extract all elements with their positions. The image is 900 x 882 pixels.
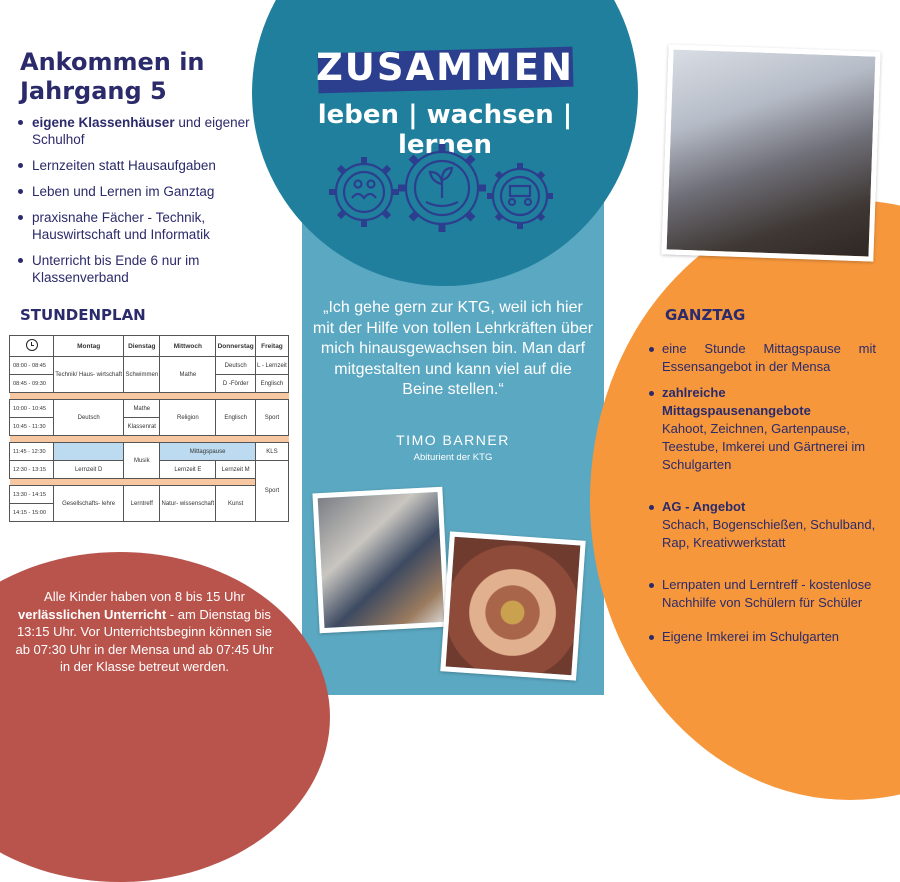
break-row	[10, 393, 289, 400]
ganztag-item-bold: AG - Angebot	[662, 499, 746, 514]
lesson-cell: Lernzeit E	[160, 461, 216, 479]
intro-title: Ankommen in Jahrgang 5	[20, 48, 205, 105]
lesson-cell: Englisch	[216, 400, 255, 436]
page-subtitle: leben | wachsen | lernen	[317, 100, 573, 160]
ganztag-item	[648, 628, 876, 646]
break-row	[10, 479, 256, 486]
lesson-cell: Religion	[160, 400, 216, 436]
ganztag-item	[648, 340, 876, 376]
lesson-cell: Kunst	[216, 486, 255, 522]
ganztag-item	[648, 384, 876, 474]
testimonial-quote: „Ich gehe gern zur KTG, weil ich hier mit der Hilfe von tollen Lehrkräften über mich hinausgewachsen bin. Man darf mitgestalten und kann viel auf die Beine stellen.“	[312, 299, 594, 398]
time-header	[10, 336, 54, 357]
quote-author: TIMO BARNER	[396, 432, 510, 448]
time-slot: 12:30 - 13:15	[10, 461, 54, 479]
day-header: Freitag	[255, 336, 288, 357]
lesson-cell: L - Lernzeit	[255, 357, 288, 375]
quote-author-role: Abiturient der KTG	[413, 452, 493, 463]
lesson-cell: Musik	[124, 443, 160, 479]
ganztag-list	[648, 340, 876, 646]
lesson-cell: Sport	[255, 400, 288, 436]
gear-plant-icon	[398, 144, 486, 232]
ganztag-item	[648, 576, 876, 612]
ganztag-item-text: Lernpaten und Lerntreff - kostenlose Nachhilfe von Schülern für Schüler	[662, 577, 872, 610]
care-note-text: - am Dienstag bis 13:15 Uhr. Vor Unterrichtsbeginn können sie ab 07:30 Uhr in der Mensa und ab 07:45 Uhr in der Klasse betreut werden.	[15, 606, 274, 674]
gear-people-icon	[329, 157, 399, 227]
time-slot: 11:45 - 12:30	[10, 443, 54, 461]
intro-item-text: Unterricht bis Ende 6 nur im Klassenverband	[32, 253, 200, 285]
lesson-cell: Natur- wissenschaft	[160, 486, 216, 522]
page-title: ZUSAMMEN	[315, 46, 575, 89]
day-header: Montag	[54, 336, 124, 357]
time-slot: 10:00 - 10:45	[10, 400, 54, 418]
care-note-text: Alle Kinder haben von 8 bis 15 Uhr	[44, 589, 245, 604]
intro-list	[18, 114, 258, 295]
potato-harvest-photo	[440, 531, 585, 680]
intro-item	[18, 114, 258, 148]
day-header: Donnerstag	[216, 336, 255, 357]
lesson-cell: Mathe	[124, 400, 160, 418]
ganztag-item-text: eine Stunde Mittagspause mit Essensangebot in der Mensa	[662, 341, 876, 374]
intro-item	[18, 183, 258, 200]
intro-item	[18, 157, 258, 174]
lunch-cell: Mittagspause	[160, 443, 256, 461]
care-note	[12, 588, 277, 676]
intro-item-text: und eigener Schulhof	[32, 115, 250, 147]
lesson-cell: Mathe	[160, 357, 216, 393]
intro-item-text: praxisnahe Fächer - Technik, Hauswirtschaft und Informatik	[32, 210, 210, 242]
ganztag-item-text: Eigene Imkerei im Schulgarten	[662, 629, 840, 644]
care-note-bold: verlässlichen Unterricht	[18, 606, 167, 622]
intro-item	[18, 209, 258, 243]
timetable-title: STUNDENPLAN	[20, 306, 146, 324]
intro-item	[18, 252, 258, 286]
time-slot: 14:15 - 15:00	[10, 504, 54, 522]
lesson-cell: Englisch	[255, 375, 288, 393]
lesson-cell: Lernzeit D	[54, 461, 124, 479]
time-slot: 10:45 - 11:30	[10, 418, 54, 436]
intro-item-text: Leben und Lernen im Ganztag	[32, 184, 215, 199]
lesson-cell: Deutsch	[216, 357, 255, 375]
lesson-cell: KLS	[255, 443, 288, 461]
lesson-cell: Sport	[255, 461, 288, 522]
day-header: Dienstag	[124, 336, 160, 357]
ganztag-item-text: Kahoot, Zeichnen, Gartenpause, Teestube, Imkerei und Gärtnerei im Schulgarten	[662, 421, 866, 472]
clock-icon	[26, 339, 38, 351]
classroom-photo	[661, 44, 880, 261]
time-slot: 08:45 - 09:30	[10, 375, 54, 393]
lesson-cell: Lerntreff	[124, 486, 160, 522]
lesson-cell: Gesellschafts- lehre	[54, 486, 124, 522]
lesson-cell: Deutsch	[54, 400, 124, 436]
day-header: Mittwoch	[160, 336, 216, 357]
lesson-cell: D -Förder	[216, 375, 255, 393]
ganztag-title: GANZTAG	[665, 306, 746, 324]
time-slot: 13:30 - 14:15	[10, 486, 54, 504]
break-row	[10, 436, 289, 443]
lesson-cell: Klassenrat	[124, 418, 160, 436]
lunch-cell	[54, 443, 124, 461]
lesson-cell: Technik/ Haus- wirtschaft	[54, 357, 124, 393]
time-slot: 08:00 - 08:45	[10, 357, 54, 375]
ganztag-item-bold: zahlreiche Mittagspausenangebote	[662, 385, 811, 418]
students-tablet-photo	[312, 487, 449, 634]
gears-illustration	[322, 140, 562, 245]
gear-classroom-icon	[487, 163, 553, 229]
lesson-cell: Schwimmen	[124, 357, 160, 393]
intro-item-text: Lernzeiten statt Hausaufgaben	[32, 158, 216, 173]
ganztag-item	[648, 498, 876, 552]
lesson-cell: Lernzeit M	[216, 461, 255, 479]
ganztag-item-text: Schach, Bogenschießen, Schulband, Rap, Kreativwerkstatt	[662, 517, 876, 550]
intro-item-bold: eigene Klassenhäuser	[32, 115, 175, 130]
timetable	[9, 335, 289, 522]
